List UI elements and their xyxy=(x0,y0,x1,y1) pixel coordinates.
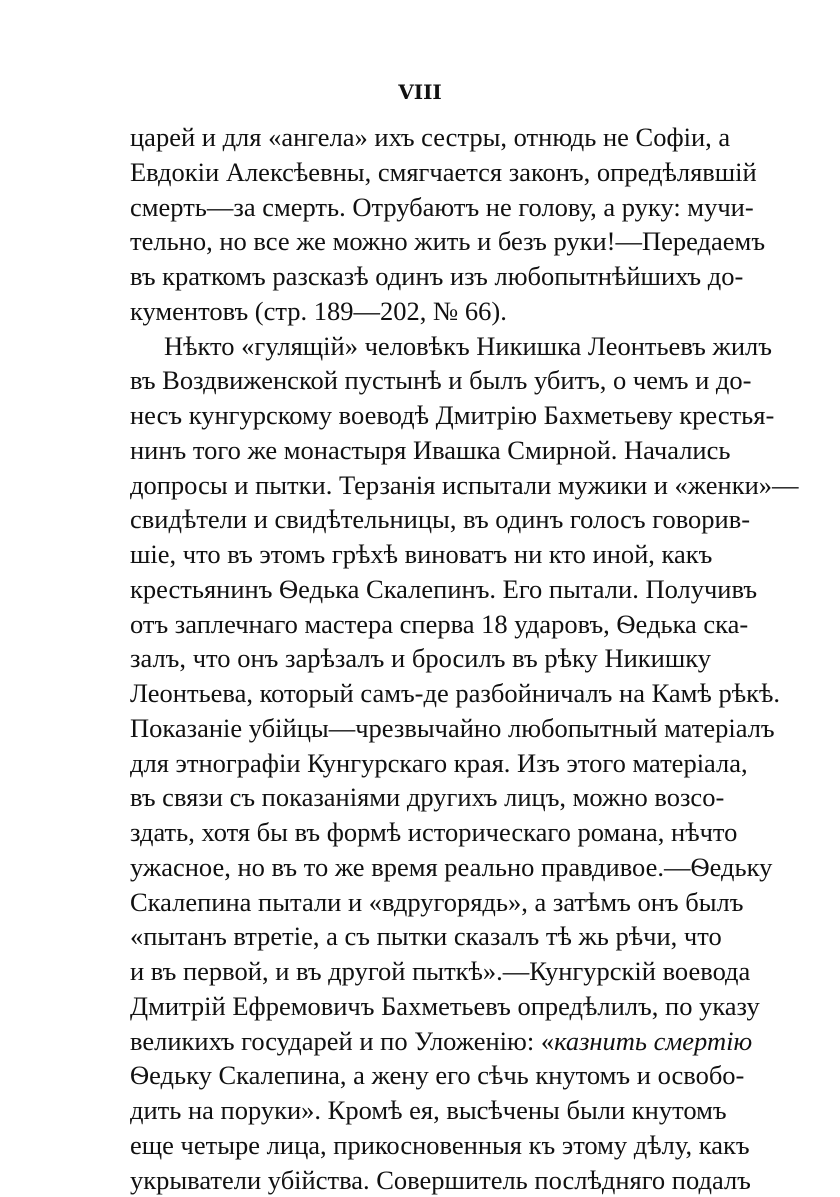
paragraph xyxy=(130,329,711,1197)
paragraph xyxy=(130,120,711,329)
text-line: Скалепина пытали и «вдругорядь», а затѣмъ онъ былъ xyxy=(130,885,711,920)
text-line: залъ, что онъ зарѣзалъ и бросилъ въ рѣку Никишку xyxy=(130,641,711,676)
text-line: Показаніе убійцы—чрезвычайно любопытный матеріалъ xyxy=(130,711,711,746)
text-line: для этнографіи Кунгурскаго края. Изъ этого матеріала, xyxy=(130,746,711,781)
text-line: Леонтьева, который самъ-де разбойничалъ на Камѣ рѣкѣ. xyxy=(130,676,711,711)
text-line: здать, хотя бы въ формѣ историческаго романа, нѣчто xyxy=(130,815,711,850)
text-line: дить на поруки». Кромѣ ея, высѣчены были кнутомъ xyxy=(130,1093,711,1128)
text-line: Евдокіи Алексѣевны, смягчается законъ, опредѣлявшій xyxy=(130,155,711,190)
text-line: тельно, но все же можно жить и безъ руки!—Передаемъ xyxy=(130,224,711,259)
text-line: еще четыре лица, прикосновенныя къ этому дѣлу, какъ xyxy=(130,1128,711,1163)
text-line: Нѣкто «гулящій» человѣкъ Никишка Леонтьевъ жилъ xyxy=(130,329,711,364)
text-line: Дмитрій Ефремовичъ Бахметьевъ опредѣлилъ, по указу xyxy=(130,989,711,1024)
text-line: нинъ того же монастыря Ивашка Смирной. Начались xyxy=(130,433,711,468)
page-number: VIII xyxy=(0,80,840,104)
text-line: несъ кунгурскому воеводѣ Дмитрію Бахметьеву крестья- xyxy=(130,398,711,433)
text-line: въ краткомъ разсказѣ одинъ изъ любопытнѣйшихъ до- xyxy=(130,259,711,294)
text-line: отъ заплечнаго мастера сперва 18 ударовъ, Ѳедька ска- xyxy=(130,607,711,642)
text-line: укрыватели убійства. Совершитель послѣдняго подалъ xyxy=(130,1163,711,1197)
italic-quote: казнить смертію xyxy=(554,1026,752,1056)
text-line: великихъ государей и по Уложенію: «казнить смертію xyxy=(130,1024,711,1059)
text-line: кументовъ (стр. 189—202, № 66). xyxy=(130,294,711,329)
text-line: допросы и пытки. Терзанія испытали мужики и «женки»— xyxy=(130,468,711,503)
text-line: и въ первой, и въ другой пыткѣ».—Кунгурскій воевода xyxy=(130,954,711,989)
text-line: ужасное, но въ то же время реально правдивое.—Ѳедьку xyxy=(130,850,711,885)
text-line: смерть—за смерть. Отрубаютъ не голову, а руку: мучи- xyxy=(130,190,711,225)
text-line: царей и для «ангела» ихъ сестры, отнюдь не Софіи, а xyxy=(130,120,711,155)
text-line: въ Воздвиженской пустынѣ и былъ убитъ, о чемъ и до- xyxy=(130,363,711,398)
text-line: «пытанъ втретіе, а съ пытки сказалъ тѣ жь рѣчи, что xyxy=(130,919,711,954)
text-line: свидѣтели и свидѣтельницы, въ одинъ голосъ говорив- xyxy=(130,502,711,537)
text-line: крестьянинъ Ѳедька Скалепинъ. Его пытали. Получивъ xyxy=(130,572,711,607)
text-line: Ѳедьку Скалепина, а жену его сѣчь кнутомъ и освобо- xyxy=(130,1058,711,1093)
text-line: въ связи съ показаніями другихъ лицъ, можно возсо- xyxy=(130,780,711,815)
body-text xyxy=(130,120,711,1197)
text-line: шіе, что въ этомъ грѣхѣ виноватъ ни кто иной, какъ xyxy=(130,537,711,572)
